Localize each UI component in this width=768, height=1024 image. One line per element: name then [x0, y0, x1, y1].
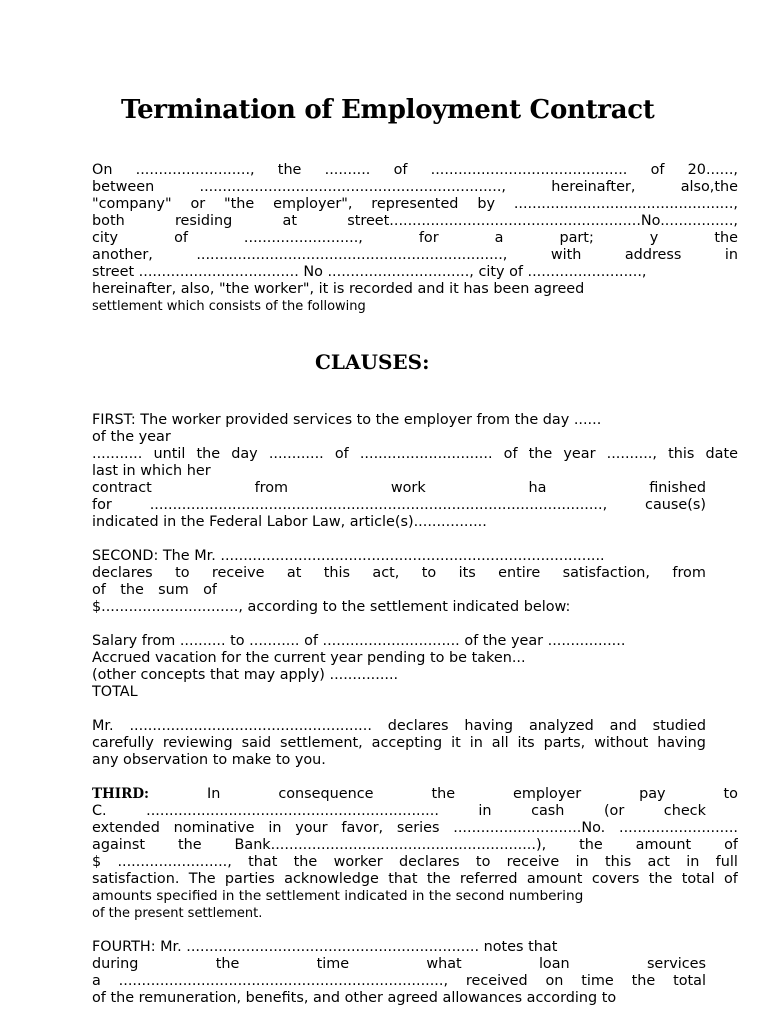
- text-line: [92, 956, 706, 973]
- word: act,: [372, 565, 400, 581]
- word: (other concepts that may apply) ...............: [92, 667, 399, 683]
- word: cause(s): [645, 497, 706, 513]
- word: against: [92, 837, 146, 853]
- text-line: [92, 684, 738, 701]
- word: the: [648, 871, 673, 887]
- word: to: [175, 565, 190, 581]
- text-line: [92, 633, 738, 650]
- word: consequence: [278, 786, 374, 802]
- word: ........................,: [117, 854, 232, 870]
- word: that: [248, 854, 278, 870]
- word: of: [724, 837, 738, 853]
- word: in: [268, 820, 282, 836]
- word: of: [393, 162, 408, 178]
- word: Salary from .......... to ........... of .............................. of the year .................: [92, 633, 626, 649]
- word: series: [396, 820, 440, 836]
- third-label: THIRD:: [92, 786, 150, 802]
- word: street.......................................................No................,: [347, 213, 738, 229]
- word: in: [686, 854, 700, 870]
- word: covers: [591, 871, 640, 887]
- word: or: [190, 196, 206, 212]
- word: FIRST: The worker provided services to the employer from the day ......: [92, 412, 602, 428]
- word: ..................................................................,: [199, 179, 506, 195]
- word: hereinafter,: [551, 179, 636, 195]
- word: declares: [387, 718, 449, 734]
- word: $.............................., according to the settlement indicated below:: [92, 599, 571, 615]
- word: declares: [398, 854, 460, 870]
- word: .........................,: [243, 230, 363, 246]
- word: pay: [639, 786, 666, 802]
- text-line: [92, 162, 738, 179]
- word: 20......,: [687, 162, 738, 178]
- text-line: [92, 990, 738, 1007]
- text-line: [92, 871, 738, 888]
- text-line: [92, 973, 706, 990]
- word: .....................................................: [129, 718, 372, 734]
- word: full: [715, 854, 738, 870]
- word: of: [203, 582, 217, 598]
- word: "company": [92, 196, 172, 212]
- text-line: [92, 179, 738, 196]
- word: on: [545, 973, 564, 989]
- word: carefully: [92, 735, 154, 751]
- word: from: [672, 565, 706, 581]
- text-line: [92, 735, 706, 752]
- word: favor,: [341, 820, 384, 836]
- word: day: [231, 446, 258, 462]
- word: ...........................................: [430, 162, 628, 178]
- word: hereinafter, also, "the worker", it is recorded and it has been agreed: [92, 281, 585, 297]
- word: in: [575, 854, 589, 870]
- word: extended: [92, 820, 160, 836]
- word: for: [418, 230, 439, 246]
- text-line: [92, 429, 738, 446]
- word: its: [517, 735, 535, 751]
- word: TOTAL: [92, 684, 138, 700]
- text-line: [92, 213, 738, 230]
- word: this: [323, 565, 351, 581]
- word: declares: [92, 565, 153, 581]
- word: Accrued vacation for the current year pending to be taken...: [92, 650, 526, 666]
- word: with: [550, 247, 582, 263]
- word: the: [277, 162, 302, 178]
- document-title: Termination of Employment Contract: [121, 95, 655, 125]
- word: that: [388, 871, 418, 887]
- word: ................................................................: [146, 803, 439, 819]
- word: having: [464, 718, 514, 734]
- clauses-heading: CLAUSES:: [315, 350, 430, 374]
- text-line: [92, 888, 738, 905]
- word: .........................,: [135, 162, 255, 178]
- text-line: [92, 565, 706, 582]
- word: until: [153, 446, 186, 462]
- word: at: [282, 213, 297, 229]
- word: entire: [498, 565, 541, 581]
- word: "the: [224, 196, 255, 212]
- text-line: [92, 264, 738, 281]
- word: Mr.: [92, 718, 114, 734]
- word: In: [206, 786, 221, 802]
- word: ha: [528, 480, 547, 496]
- text-line: [92, 939, 738, 956]
- word: year: [563, 446, 596, 462]
- text-line: [92, 196, 738, 213]
- word: total: [681, 871, 715, 887]
- word: to: [475, 854, 491, 870]
- word: another,: [92, 247, 153, 263]
- word: receive: [211, 565, 265, 581]
- text-line: [92, 247, 738, 264]
- word: analyzed: [528, 718, 594, 734]
- word: by: [477, 196, 495, 212]
- word: the: [631, 973, 656, 989]
- word: of: [503, 446, 518, 462]
- word: also,the: [680, 179, 738, 195]
- word: for: [92, 497, 112, 513]
- text-line: [92, 230, 738, 247]
- word: ..........................: [619, 820, 738, 836]
- word: in: [724, 247, 738, 263]
- word: satisfaction,: [562, 565, 650, 581]
- text-line: [92, 446, 738, 463]
- word: the: [431, 786, 456, 802]
- word: time: [316, 956, 350, 972]
- word: studied: [652, 718, 706, 734]
- word: Bank..........................................................),: [234, 837, 547, 853]
- word: amounts specified in the settlement indicated in the second numbering: [92, 888, 584, 904]
- word: ............: [268, 446, 324, 462]
- word: total: [673, 973, 706, 989]
- word: of: [92, 582, 106, 598]
- word: ...........: [92, 446, 143, 462]
- word: accepting: [371, 735, 443, 751]
- word: last in which her: [92, 463, 211, 479]
- word: worker: [333, 854, 383, 870]
- word: of the present settlement.: [92, 906, 263, 921]
- word: settlement,: [280, 735, 363, 751]
- word: represented: [371, 196, 459, 212]
- text-line: [92, 786, 738, 803]
- text-line: [92, 281, 738, 298]
- word: and: [609, 718, 637, 734]
- word: y: [649, 230, 659, 246]
- word: the: [196, 446, 221, 462]
- word: reviewing: [162, 735, 233, 751]
- word: street ................................... No ..............................., city of .........................,: [92, 264, 647, 280]
- word: to: [723, 786, 738, 802]
- word: finished: [649, 480, 706, 496]
- word: of the year: [92, 429, 171, 445]
- text-line: [92, 480, 706, 497]
- word: the: [215, 956, 240, 972]
- word: at: [286, 565, 302, 581]
- word: this: [604, 854, 632, 870]
- word: of: [723, 871, 738, 887]
- word: .......................................................................,: [118, 973, 449, 989]
- word: it: [451, 735, 461, 751]
- text-line: [92, 905, 738, 922]
- text-line: [92, 298, 738, 315]
- word: employer: [513, 786, 582, 802]
- word: settlement which consists of the following: [92, 299, 366, 314]
- word: nominative: [173, 820, 255, 836]
- word: address: [624, 247, 682, 263]
- word: the: [714, 230, 738, 246]
- word: residing: [174, 213, 233, 229]
- word: in: [478, 803, 492, 819]
- word: ...................................................................,: [196, 247, 508, 263]
- word: ................................................,: [513, 196, 738, 212]
- word: amount: [635, 837, 692, 853]
- word: receive: [506, 854, 560, 870]
- text-line: [92, 854, 738, 871]
- word: contract: [92, 480, 152, 496]
- word: satisfaction.: [92, 871, 180, 887]
- word: SECOND: The Mr. ....................................................................................: [92, 548, 605, 564]
- word: your: [295, 820, 328, 836]
- word: C.: [92, 803, 107, 819]
- word: date: [705, 446, 738, 462]
- word: act: [647, 854, 670, 870]
- text-line: [92, 752, 738, 769]
- word: all: [491, 735, 509, 751]
- text-line: [92, 837, 738, 854]
- word: services: [646, 956, 706, 972]
- word: On: [92, 162, 113, 178]
- word: part;: [559, 230, 594, 246]
- word: acknowledge: [284, 871, 379, 887]
- word: amount: [526, 871, 583, 887]
- word: to: [421, 565, 437, 581]
- word: referred: [459, 871, 518, 887]
- word: ............................No.: [453, 820, 606, 836]
- word: of: [650, 162, 665, 178]
- word: of: [334, 446, 349, 462]
- word: the: [177, 837, 202, 853]
- word: of the remuneration, benefits, and other agreed allowances according to: [92, 990, 617, 1006]
- text-line: [92, 497, 706, 514]
- text-line: [92, 548, 738, 565]
- word: both: [92, 213, 125, 229]
- word: received: [465, 973, 528, 989]
- word: the: [293, 854, 318, 870]
- word: ..........,: [606, 446, 657, 462]
- word: $: [92, 854, 102, 870]
- word: the: [426, 871, 451, 887]
- word: ..........: [324, 162, 371, 178]
- word: any observation to make to you.: [92, 752, 326, 768]
- word: loan: [538, 956, 570, 972]
- word: its: [458, 565, 476, 581]
- word: FOURTH: Mr. ................................................................ notes that: [92, 939, 558, 955]
- word: (or: [603, 803, 625, 819]
- word: work: [390, 480, 426, 496]
- word: what: [426, 956, 462, 972]
- word: without: [594, 735, 649, 751]
- word: employer",: [273, 196, 353, 212]
- text-line: [92, 650, 738, 667]
- text-line: [92, 514, 738, 531]
- text-line: [92, 803, 706, 820]
- word: cash: [531, 803, 565, 819]
- text-line: [92, 412, 738, 429]
- text-line: [92, 582, 217, 599]
- word: this: [668, 446, 695, 462]
- word: parts,: [543, 735, 586, 751]
- word: in: [469, 735, 483, 751]
- word: indicated in the Federal Labor Law, article(s)................: [92, 514, 487, 530]
- word: a: [92, 973, 101, 989]
- text-line: [92, 463, 738, 480]
- word: parties: [224, 871, 275, 887]
- word: city: [92, 230, 119, 246]
- word: between: [92, 179, 155, 195]
- word: time: [581, 973, 614, 989]
- text-line: [92, 667, 738, 684]
- word: .............................: [359, 446, 493, 462]
- word: during: [92, 956, 139, 972]
- word: ...................................................................................................,: [149, 497, 608, 513]
- word: a: [494, 230, 504, 246]
- text-line: [92, 718, 706, 735]
- word: from: [254, 480, 289, 496]
- word: said: [241, 735, 272, 751]
- word: check: [663, 803, 706, 819]
- word: the: [528, 446, 553, 462]
- word: of: [174, 230, 188, 246]
- text-line: [92, 599, 738, 616]
- word: the: [579, 837, 603, 853]
- word: The: [188, 871, 216, 887]
- word: the: [120, 582, 144, 598]
- word: having: [657, 735, 706, 751]
- word: sum: [158, 582, 189, 598]
- text-line: [92, 820, 738, 837]
